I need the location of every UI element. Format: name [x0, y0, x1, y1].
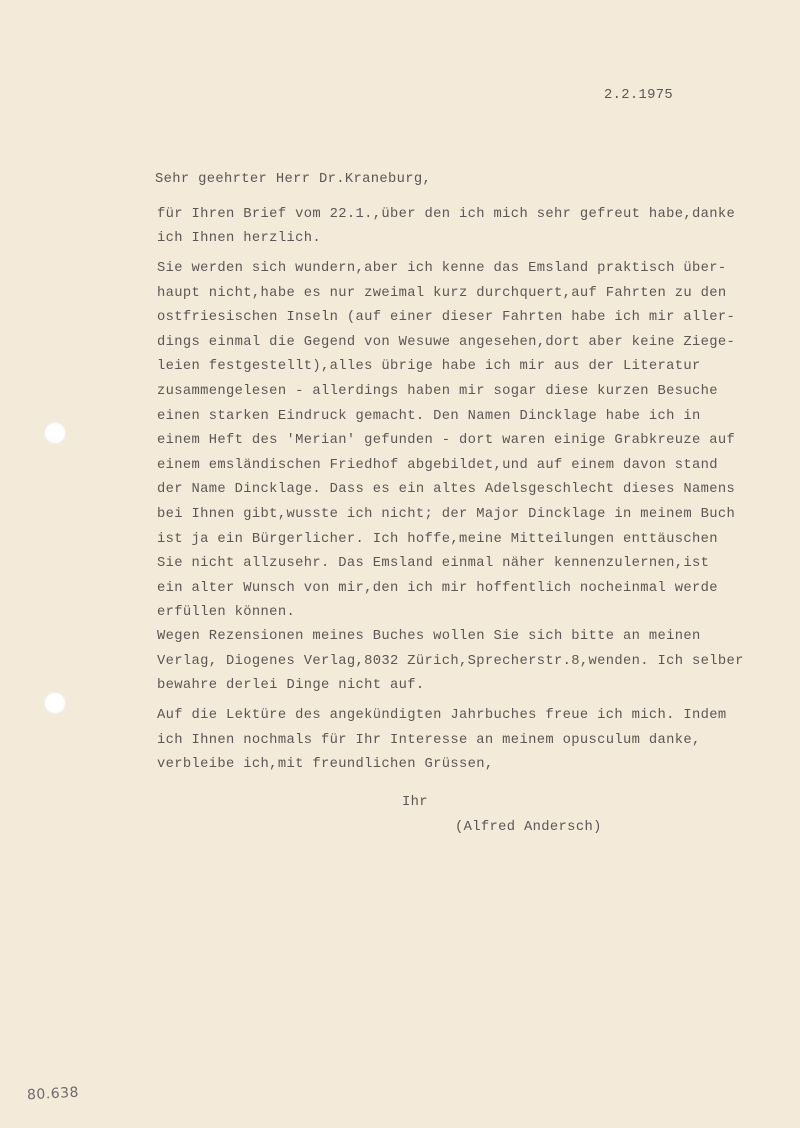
paragraph-3: [157, 629, 744, 704]
archive-number: 80.638: [26, 1084, 80, 1104]
paragraph-line: Auf die Lektüre des angekündigten Jahrbuches freue ich mich. Indem: [157, 708, 727, 723]
paragraph-line: bei Ihnen gibt,wusste ich nicht; der Major Dincklage in meinem Buch: [157, 507, 736, 522]
paragraph-line: haupt nicht,habe es nur zweimal kurz durchquert,auf Fahrten zu den: [157, 285, 727, 301]
punch-hole-upper: [44, 422, 66, 444]
paragraph-4: [157, 708, 727, 783]
paragraph-2: [157, 261, 736, 621]
salutation: Sehr geehrter Herr Dr.Kraneburg,: [155, 172, 432, 187]
paragraph-line: für Ihren Brief vom 22.1.,über den ich mich sehr gefreut habe,danke: [157, 207, 736, 222]
paragraph-line: ich Ihnen nochmals für Ihr Interesse an meinem opusculum danke,: [157, 732, 701, 748]
paragraph-line: einen starken Eindruck gemacht. Den Namen Dincklage habe ich in: [157, 408, 701, 424]
paragraph-line: Verlag, Diogenes Verlag,8032 Zürich,Sprecherstr.8,wenden. Ich selber: [157, 653, 744, 669]
paragraph-line: erfüllen können.: [157, 605, 296, 621]
paragraph-line: Sie werden sich wundern,aber ich kenne das Emsland praktisch über-: [157, 261, 727, 276]
paragraph-1: [157, 207, 736, 267]
paragraph-line: zusammengelesen - allerdings haben mir sogar diese kurzen Besuche: [157, 384, 718, 399]
paragraph-line: dings einmal die Gegend von Wesuwe angesehen,dort aber keine Ziege-: [157, 334, 736, 350]
paragraph-line: Wegen Rezensionen meines Buches wollen Sie sich bitte an meinen: [157, 629, 701, 644]
letter-date: 2.2.1975: [604, 88, 674, 103]
paragraph-line: bewahre derlei Dinge nicht auf.: [157, 678, 425, 693]
paragraph-line: ist ja ein Bürgerlicher. Ich hoffe,meine Mitteilungen enttäuschen: [157, 531, 718, 547]
closing: Ihr: [402, 795, 428, 810]
punch-hole-lower: [44, 692, 66, 714]
paragraph-line: ostfriesischen Inseln (auf einer dieser Fahrten habe ich mir aller-: [157, 310, 736, 326]
signature-name: (Alfred Andersch): [455, 820, 602, 835]
paragraph-line: leien festgestellt),alles übrige habe ich mir aus der Literatur: [157, 359, 701, 375]
paragraph-line: einem Heft des 'Merian' gefunden - dort waren einige Grabkreuze auf: [157, 433, 736, 449]
paragraph-line: der Name Dincklage. Dass es ein altes Adelsgeschlecht dieses Namens: [157, 482, 736, 498]
paragraph-line: ein alter Wunsch von mir,den ich mir hoffentlich nocheinmal werde: [157, 580, 718, 596]
paragraph-line: verbleibe ich,mit freundlichen Grüssen,: [157, 757, 494, 772]
paragraph-line: Sie nicht allzusehr. Das Emsland einmal näher kennenzulernen,ist: [157, 556, 710, 572]
paragraph-line: ich Ihnen herzlich.: [157, 231, 321, 246]
paragraph-line: einem emsländischen Friedhof abgebildet,und auf einem davon stand: [157, 457, 718, 473]
